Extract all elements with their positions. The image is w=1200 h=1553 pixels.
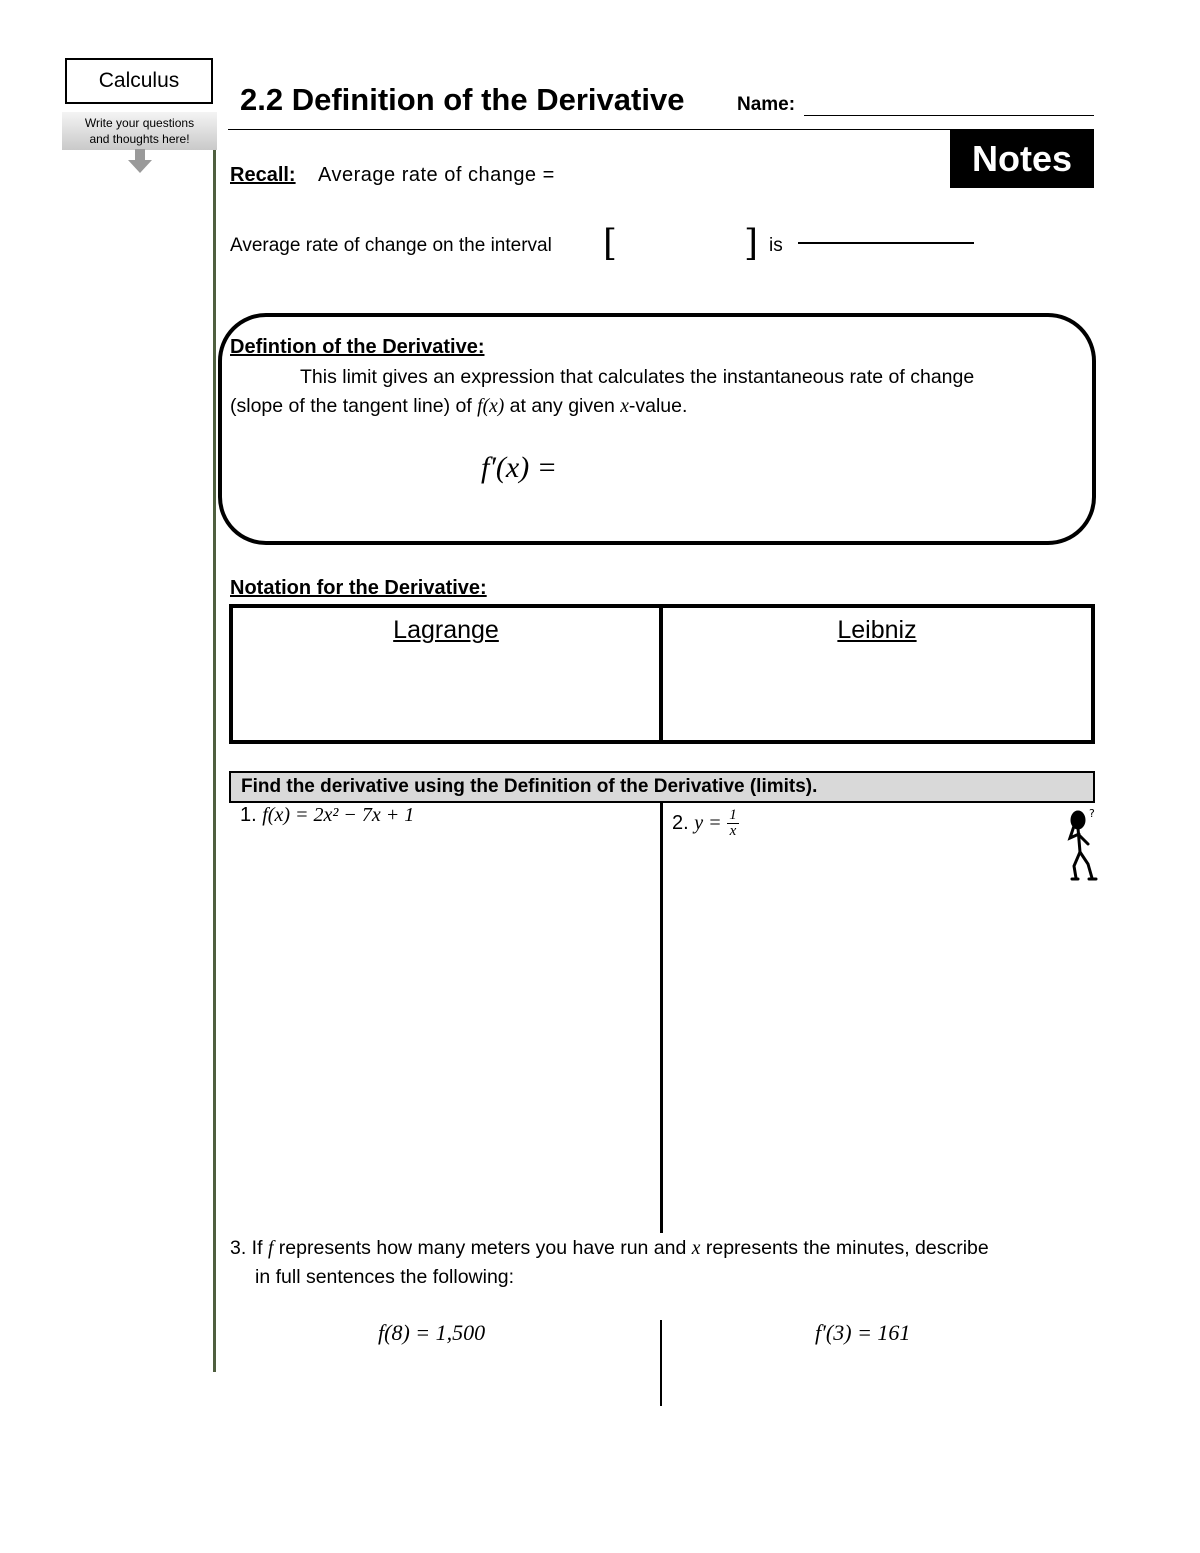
recall-text: Average rate of change = <box>318 164 555 186</box>
definition-line2-b: at any given <box>509 395 615 417</box>
notation-heading: Notation for the Derivative: <box>230 577 487 599</box>
problem-2-number: 2. <box>672 811 689 834</box>
problem-3-line2: in full sentences the following: <box>255 1266 515 1288</box>
definition-x: x <box>620 396 629 417</box>
definition-line2-a: (slope of the tangent line) of <box>230 395 472 417</box>
derivative-formula: f′(x) = <box>481 451 557 484</box>
problem-2 <box>672 808 739 839</box>
definition-fx: f(x) <box>477 396 505 417</box>
margin-divider <box>213 150 216 1372</box>
problem-2-fraction <box>727 808 739 839</box>
leibniz-header: Leibniz <box>837 616 917 644</box>
problem-3-divider <box>660 1320 662 1406</box>
course-label: Calculus <box>65 58 213 104</box>
notes-badge: Notes <box>950 130 1094 188</box>
problem-3-mid: represents how many meters you have run and <box>278 1237 687 1259</box>
arrow-down-icon <box>126 149 154 175</box>
sidebar-note-line2: and thoughts here! <box>89 132 190 146</box>
problem-3-f: f <box>267 1238 274 1259</box>
problem-3-intro: 3. If <box>230 1237 263 1259</box>
problem-1 <box>240 804 414 827</box>
is-text: is <box>769 235 783 256</box>
page-title: 2.2 Definition of the Derivative <box>240 82 685 117</box>
fraction-denominator: x <box>729 823 737 839</box>
problem-3-right-expression: f′(3) = 161 <box>815 1320 911 1345</box>
sidebar-note-line1: Write your questions <box>84 116 195 130</box>
problem-1-number: 1. <box>240 804 257 826</box>
fraction-numerator: 1 <box>729 807 737 823</box>
svg-text:?: ? <box>1089 808 1095 820</box>
find-derivative-banner: Find the derivative using the Definition of the Derivative (limits). <box>229 771 1095 803</box>
problem-3-left-expression: f(8) = 1,500 <box>378 1320 486 1345</box>
definition-line2 <box>230 395 687 418</box>
problem-divider <box>660 803 663 1233</box>
definition-line2-c: -value. <box>628 395 688 417</box>
problem-2-lhs: y = <box>694 811 722 834</box>
problem-3-x: x <box>691 1238 701 1259</box>
name-label: Name: <box>737 94 796 115</box>
thinking-figure-icon <box>1062 808 1098 882</box>
recall-label: Recall: <box>230 164 296 186</box>
name-field-line <box>804 115 1094 116</box>
close-bracket: ] <box>744 223 759 264</box>
definition-line1: This limit gives an expression that calculates the instantaneous rate of change <box>300 366 975 388</box>
problem-3-end: represents the minutes, describe <box>705 1237 989 1259</box>
sidebar-note <box>62 112 217 150</box>
open-bracket: [ <box>603 223 618 264</box>
definition-heading: Defintion of the Derivative: <box>230 336 485 358</box>
answer-blank-line <box>798 242 974 244</box>
interval-text: Average rate of change on the interval <box>230 235 552 256</box>
lagrange-header: Lagrange <box>393 616 499 644</box>
problem-1-expression: f(x) = 2x² − 7x + 1 <box>262 804 415 826</box>
problem-3-line1 <box>230 1237 989 1260</box>
